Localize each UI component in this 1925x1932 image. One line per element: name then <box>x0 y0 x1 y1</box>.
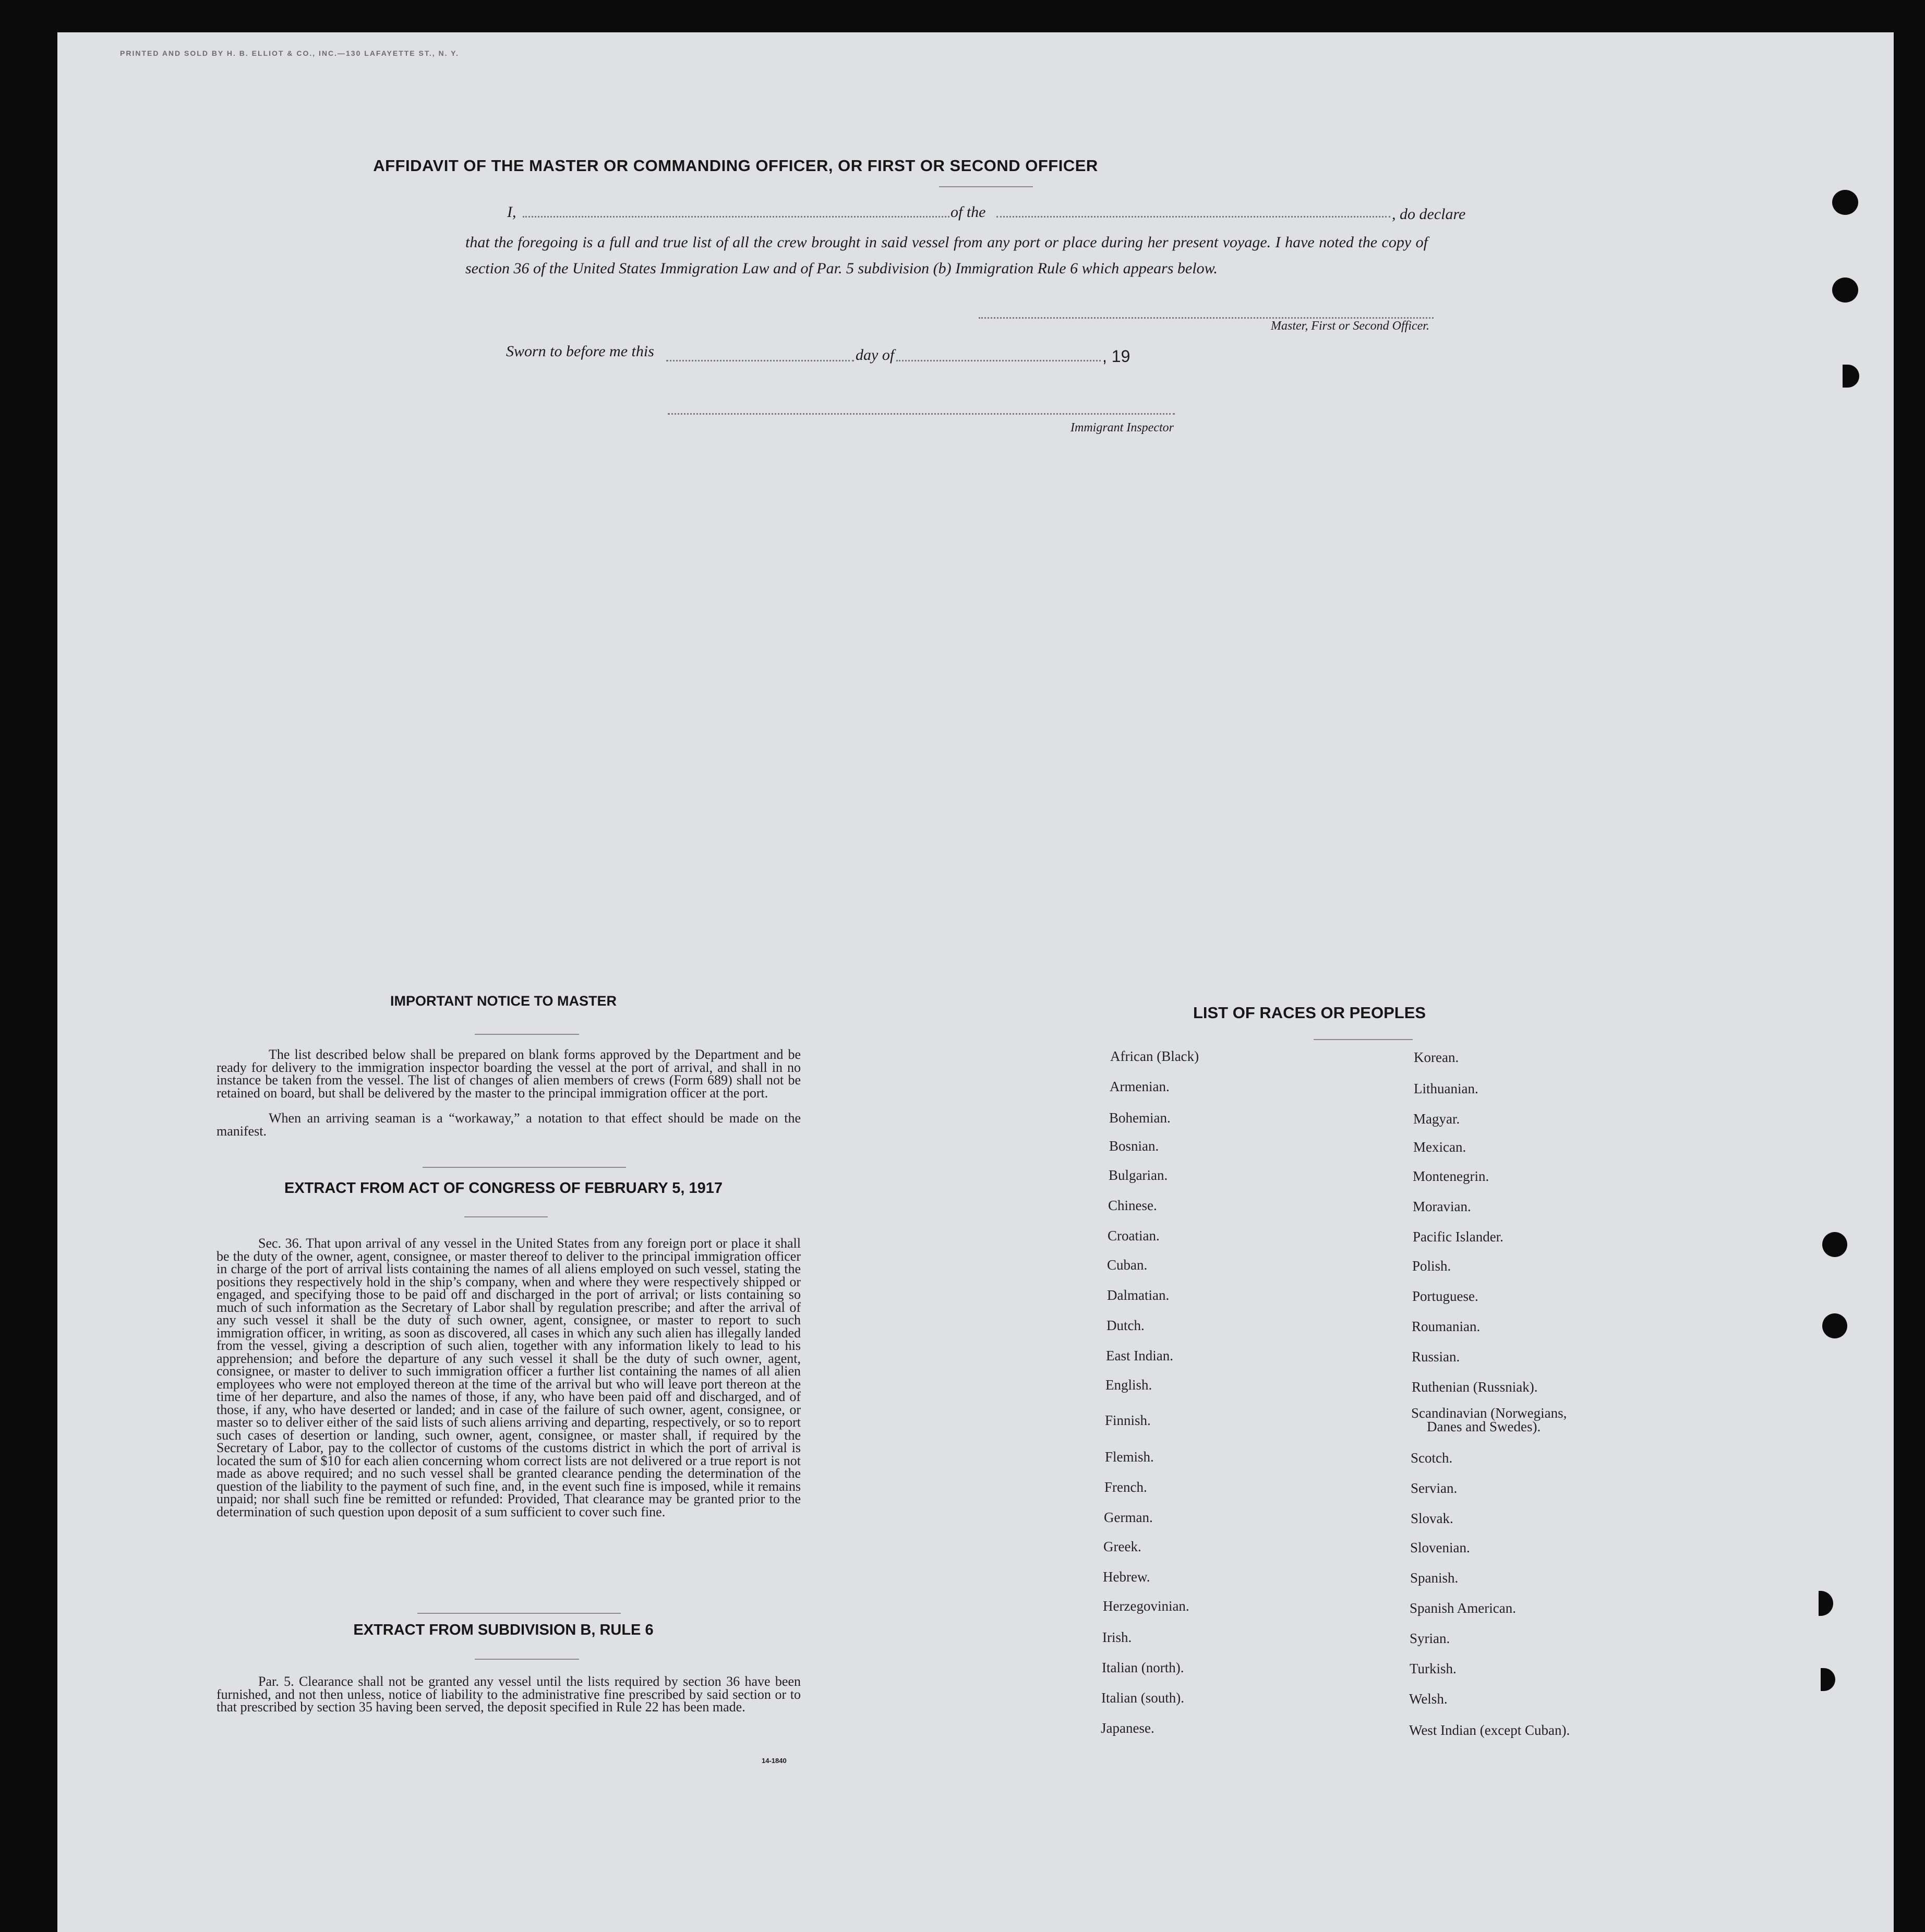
affidavit-title: AFFIDAVIT OF THE MASTER OR COMMANDING OFFICER, OR FIRST OR SECOND OFFICER <box>373 156 1098 175</box>
race-item: Italian (north). <box>1102 1660 1184 1675</box>
binder-hole <box>1822 1232 1847 1257</box>
race-item: Polish. <box>1412 1258 1451 1274</box>
race-item: Herzegovinian. <box>1103 1598 1189 1614</box>
race-item: Japanese. <box>1101 1720 1154 1736</box>
race-item: Russian. <box>1412 1349 1460 1365</box>
affidavit-text: that the foregoing is a full and true list of all the crew brought in said vessel from any port or place during her present voyage. I have noted the copy of section 36 of the United States Immigration Law and of Par. 5 subdivision (b) Immigration Rule 6 which appears below. <box>465 234 1428 277</box>
race-item: Magyar. <box>1413 1111 1460 1127</box>
race-item: Portuguese. <box>1412 1288 1478 1304</box>
sworn-month-blank[interactable] <box>896 360 1101 361</box>
binder-hole <box>1821 1668 1835 1691</box>
race-item: Flemish. <box>1105 1449 1154 1465</box>
race-item: English. <box>1105 1377 1152 1393</box>
race-item: Roumanian. <box>1412 1319 1481 1334</box>
form-number: 14-1840 <box>762 1757 787 1765</box>
race-item: Bulgarian. <box>1109 1167 1168 1183</box>
race-item: Bohemian. <box>1109 1110 1171 1126</box>
race-item: Armenian. <box>1110 1079 1170 1094</box>
race-item: Slovak. <box>1411 1511 1453 1526</box>
affidavit-line1-end: , do declare <box>1392 206 1466 223</box>
race-item: Dalmatian. <box>1107 1287 1170 1303</box>
name-blank[interactable] <box>523 216 949 218</box>
race-item: Dutch. <box>1106 1318 1145 1333</box>
vessel-blank[interactable] <box>996 216 1390 218</box>
race-item: Greek. <box>1103 1539 1141 1554</box>
race-item: Ruthenian (Russniak). <box>1412 1379 1538 1395</box>
races-divider <box>1314 1039 1413 1040</box>
title-divider <box>939 186 1033 187</box>
notice-title: IMPORTANT NOTICE TO MASTER <box>390 993 617 1009</box>
extract1-title: EXTRACT FROM ACT OF CONGRESS OF FEBRUARY 5, 1917 <box>284 1180 723 1197</box>
race-item: Scotch. <box>1411 1450 1453 1466</box>
race-item: Welsh. <box>1409 1691 1448 1707</box>
race-item: Turkish. <box>1410 1661 1457 1676</box>
printer-line: PRINTED AND SOLD BY H. B. ELLIOT & CO., INC.—130 LAFAYETTE ST., N. Y. <box>120 49 459 57</box>
notice-paragraph-1: The list described below shall be prepared on blank forms approved by the Department and be ready for delivery to the immigration inspector boarding the vessel at the port of arrival, and shall in no instance be taken from the vessel. The list of changes of alien members of crews (Form 689) shall not be retained on board, but shall be delivered by the master to the principal immigration officer at the port. <box>216 1047 801 1101</box>
binder-hole <box>1843 365 1859 388</box>
race-item: Finnish. <box>1105 1412 1151 1428</box>
races-title: LIST OF RACES OR PEOPLES <box>1193 1004 1426 1022</box>
race-item: Bosnian. <box>1109 1138 1159 1154</box>
race-item: Hebrew. <box>1103 1569 1150 1585</box>
race-item: Korean. <box>1414 1049 1459 1065</box>
notice-paragraph-2: When an arriving seaman is a “workaway,” a notation to that effect should be made on the manifest. <box>216 1110 801 1139</box>
race-item: Syrian. <box>1410 1631 1450 1646</box>
section-divider-2 <box>417 1613 621 1614</box>
race-item: German. <box>1104 1510 1153 1525</box>
race-item: West Indian (except Cuban). <box>1409 1722 1570 1738</box>
race-item: Servian. <box>1411 1480 1458 1496</box>
race-item: East Indian. <box>1106 1348 1173 1363</box>
binder-hole <box>1819 1591 1833 1616</box>
inspector-signature-line[interactable] <box>668 413 1175 415</box>
race-item: Croatian. <box>1108 1228 1160 1243</box>
race-item: African (Black) <box>1110 1048 1199 1064</box>
extract2-title: EXTRACT FROM SUBDIVISION B, RULE 6 <box>353 1622 654 1638</box>
inspector-label: Immigrant Inspector <box>1070 421 1174 434</box>
section-divider <box>423 1167 626 1168</box>
race-item: Chinese. <box>1108 1198 1157 1213</box>
race-item: Montenegrin. <box>1413 1168 1489 1184</box>
sworn-year-label: , 19 <box>1102 347 1130 366</box>
affidavit-line1-start: I, <box>507 203 516 221</box>
sworn-day-label: day of <box>856 346 895 364</box>
binder-hole <box>1822 1313 1847 1338</box>
sworn-text: Sworn to before me this <box>506 343 654 360</box>
section-36-text: Sec. 36. That upon arrival of any vessel in the United States from any foreign port or place it shall be the duty of the owner, agent, consignee, or master thereof to deliver to the principal immigration officer in charge of the port of arrival lists containing the names of all aliens employed on such vessel, stating the positions they respectively hold in the ship’s company, when and where they were respectively shipped or engaged, and specifying those to be paid off and discharged in the port of arrival; or lists containing so much of such information as the Secretary of Labor shall by regulation prescribe; and after the arrival of any such vessel it shall be the duty of such owner, agent, consignee, or master to report to such immigration officer, in writing, as soon as discovered, all cases in which any such alien has illegally landed from the vessel, giving a description of such alien, together with any information likely to lead to his apprehension; and before the departure of any such vessel it shall be the duty of such owner, agent, consignee, or master to deliver to such immigration officer a further list containing the names of all alien employees who were not employed thereon at the time of the arrival but who will leave port thereon at the time of her departure, and also the names of those, if any, who have been paid off and discharged, and of those, if any, who have deserted or landed; and in case of the failure of such owner, agent, consignee, or master so to deliver either of the said lists of such aliens arriving and departing, respectively, or so to report such cases of desertion or landing, such owner, agent, consignee, or master shall, if required by the Secretary of Labor, pay to the collector of customs of the customs district in which the port of arrival is located the sum of $10 for each alien concerning whom correct lists are not delivered or a true report is not made as above required; and no such vessel shall be granted clearance pending the determination of the question of the liability to the payment of such fine, and, in the event such fine is imposed, while it remains unpaid; nor shall such fine be remitted or refunded: Provided, That clearance may be granted prior to the determination of such question upon deposit of a sum sufficient to cover such fine. <box>216 1236 801 1519</box>
form-page <box>57 32 1894 1932</box>
race-item: French. <box>1104 1479 1147 1495</box>
race-item: Mexican. <box>1413 1139 1466 1155</box>
sworn-day-blank[interactable] <box>666 360 854 361</box>
race-item: Lithuanian. <box>1414 1081 1478 1096</box>
extract1-divider <box>464 1216 548 1217</box>
master-signature-line[interactable] <box>979 317 1434 319</box>
race-item: Spanish American. <box>1410 1600 1516 1616</box>
master-label: Master, First or Second Officer. <box>1271 319 1429 333</box>
race-item: Pacific Islander. <box>1413 1229 1503 1245</box>
race-item: Irish. <box>1102 1629 1132 1645</box>
race-item: Slovenian. <box>1410 1540 1470 1555</box>
binder-hole <box>1832 190 1858 215</box>
race-item: Cuban. <box>1107 1257 1148 1273</box>
affidavit-line1-mid: of the <box>951 203 986 221</box>
race-item: Italian (south). <box>1101 1690 1184 1706</box>
race-item: Spanish. <box>1410 1570 1459 1586</box>
notice-divider <box>475 1034 579 1035</box>
race-item: Danes and Swedes). <box>1427 1419 1541 1434</box>
extract2-divider <box>475 1659 579 1660</box>
par5-text: Par. 5. Clearance shall not be granted any vessel until the lists required by section 36 have been furnished, and not then unless, notice of liability to the administrative fine prescribed by said section or to that prescribed by section 35 having been served, the deposit specified in Rule 22 has been made. <box>216 1674 801 1714</box>
binder-hole <box>1832 277 1858 303</box>
race-item: Scandinavian (Norwegians, <box>1411 1405 1567 1421</box>
race-item: Moravian. <box>1413 1199 1471 1214</box>
